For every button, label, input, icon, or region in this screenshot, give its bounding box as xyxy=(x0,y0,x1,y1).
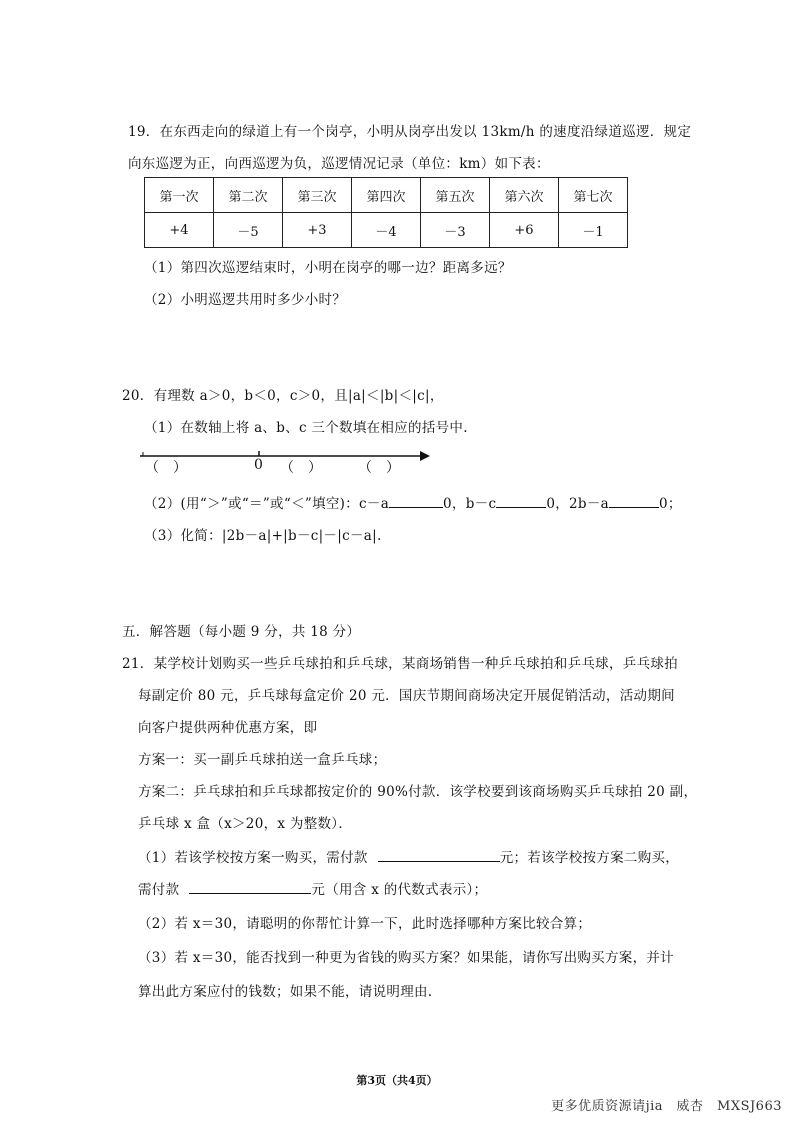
number-line-zero: 0 xyxy=(254,457,263,473)
table-header-cell: 第七次 xyxy=(559,178,628,213)
q20-line1: 20．有理数 a＞0，b＜0，c＞0，且|a|＜|b|＜|c|， xyxy=(122,388,444,404)
q21-line1: 21．某学校计划购买一些乒乓球拍和乒乓球，某商场销售一种乒乓球拍和乒乓球，乒乓球拍 xyxy=(122,656,678,672)
patrol-table xyxy=(144,177,628,248)
q19-line1: 19．在东西走向的绿道上有一个岗亭，小明从岗亭出发以 13km/h 的速度沿绿道巡逻．规定 xyxy=(128,124,692,140)
table-header-cell: 第三次 xyxy=(283,178,352,213)
q21-part2: （2）若 x＝30，请聪明的你帮忙计算一下，此时选择哪种方案比较合算； xyxy=(138,916,592,932)
q21-plan1: 方案一：买一副乒乓球拍送一盒乒乓球； xyxy=(138,752,387,768)
q21-part1-row1 xyxy=(138,846,679,866)
q19-part2: （2）小明巡逻共用时多少小时？ xyxy=(144,292,347,308)
answer-blank[interactable] xyxy=(496,493,546,508)
table-cell: －4 xyxy=(352,213,421,248)
watermark-text: 更多优质资源请jia 威杏 MXSJ663 xyxy=(551,1099,782,1114)
table-header-cell: 第四次 xyxy=(352,178,421,213)
table-header-cell: 第一次 xyxy=(145,178,214,213)
q21-part1-row2 xyxy=(138,878,487,898)
number-line-bracket-3: （ ） xyxy=(358,460,400,476)
answer-blank[interactable] xyxy=(378,847,500,862)
number-line-bracket-2: （ ） xyxy=(280,460,322,476)
q20-part2-prefix: （2）(用“＞”或“＝”或“＜”填空)：c－a xyxy=(144,496,390,512)
q21-line2: 每副定价 80 元，乒乓球每盒定价 20 元．国庆节期间商场决定开展促销活动，活动期间 xyxy=(138,688,675,704)
q21-part1-text-c: 需付款 xyxy=(138,882,180,898)
q20-part1: （1）在数轴上将 a、b、c 三个数填在相应的括号中. xyxy=(144,420,468,436)
table-cell: －3 xyxy=(421,213,490,248)
table-cell: －1 xyxy=(559,213,628,248)
q20-part2-mid2: 0，2b－a xyxy=(546,496,610,512)
q20-part2-suffix: 0； xyxy=(659,496,682,512)
table-row xyxy=(145,213,628,248)
answer-blank[interactable] xyxy=(389,493,443,508)
table-header-cell: 第五次 xyxy=(421,178,490,213)
q21-part3-line2: 算出此方案应付的钱数；如果不能，请说明理由. xyxy=(138,984,433,1000)
q21-part1-text-b: 元；若该学校按方案二购买， xyxy=(499,850,680,866)
answer-blank[interactable] xyxy=(189,879,311,894)
answer-blank[interactable] xyxy=(609,493,659,508)
table-cell: +4 xyxy=(145,213,214,248)
q20-part3: （3）化简：|2b－a|+|b－c|－|c－a|. xyxy=(144,528,382,544)
q19-part1: （1）第四次巡逻结束时，小明在岗亭的哪一边？距离多远？ xyxy=(144,260,512,276)
q21-part3-line1: （3）若 x＝30，能否找到一种更为省钱的购买方案？如果能，请你写出购买方案，并计 xyxy=(138,950,674,966)
q21-line3: 向客户提供两种优惠方案，即 xyxy=(138,720,318,736)
table-header-row xyxy=(145,178,628,213)
q21-part1-text-d: 元（用含 x 的代数式表示）； xyxy=(311,882,488,898)
q21-plan2: 方案二：乒乓球拍和乒乓球都按定价的 90%付款．该学校要到该商场购买乒乓球拍 20 副， xyxy=(138,784,698,800)
q21-part1-text-a: （1）若该学校按方案一购买，需付款 xyxy=(138,850,368,866)
table-cell: －5 xyxy=(214,213,283,248)
number-line-bracket-1: （ ） xyxy=(145,460,187,476)
q19-line2: 向东巡逻为正，向西巡逻为负，巡逻情况记录（单位：km）如下表： xyxy=(128,156,550,172)
table-cell: +3 xyxy=(283,213,352,248)
table-cell: +6 xyxy=(490,213,559,248)
q20-part2-mid1: 0，b－c xyxy=(443,496,497,512)
page-number: 第3页（共4页） xyxy=(356,1074,438,1087)
table-header-cell: 第六次 xyxy=(490,178,559,213)
q20-part2 xyxy=(144,492,682,512)
section-heading: 五．解答题（每小题 9 分，共 18 分） xyxy=(122,624,361,640)
q21-line6: 乒乓球 x 盒（x＞20，x 为整数）． xyxy=(138,816,353,832)
table-header-cell: 第二次 xyxy=(214,178,283,213)
